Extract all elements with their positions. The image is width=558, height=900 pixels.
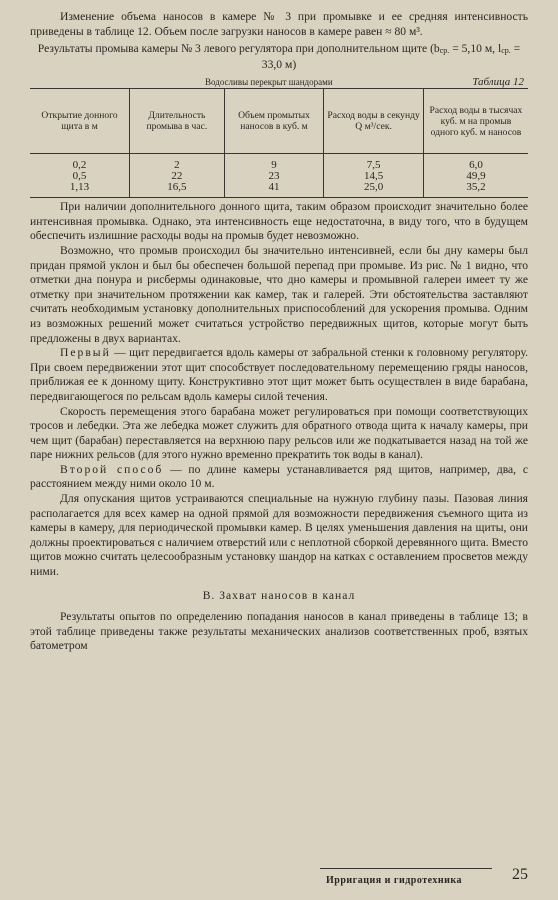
table-cell: 49,9 <box>423 171 528 182</box>
body-paragraph-6: Для опускания щитов устраиваются специальные на нужную глубину пазы. Пазовая линия располагается для всех камер на одной прямой для возможности передвижения съемного щита из камеры в камеру, для периодической промывки камер. В целях уменьшения давления на щиты, они должны проектироваться с наличием отверстий или с неплотной сборкой деревянного щита. Вместо щитов можно считать целесообразным установку шандор на катках с оставлением просветов между ними. <box>30 492 528 579</box>
table-cell: 35,2 <box>423 182 528 198</box>
table-cell: 6,0 <box>423 154 528 172</box>
table-cell: 2 <box>130 154 225 172</box>
table-cell: 22 <box>130 171 225 182</box>
body-paragraph-5 <box>30 463 528 492</box>
body-paragraph-2: Возможно, что промыв происходил бы значительно интенсивней, если бы дну камеры был придан прямой уклон и был бы обеспечен большой перепад при промыве. Из рис. № 1 видно, что отметки дна понура и рисбермы одинаковые, что дно камеры и промывной галереи имеет ту же отметку при значительном протяжении как камер, так и галерей. Эти обстоятельства заставляют считать необходимым установку дополнительных приспособлений для ускорения промыва. Одним из возможных решений может считаться устройство передвижных щитов, которые могут быть предложены в двух вариантах. <box>30 243 528 345</box>
variant-one-text: — щит передвигается вдоль камеры от забральной стенки к головному регулятору. При своем передвижении этот щит способствует последовательному перемещению гряды наносов, приближая ее к донному щиту. Конструктивно этот щит может быть осуществлен в виде барабана, передвигающегося по рельсам вдоль камеры силой течения. <box>30 346 528 403</box>
header-water-per-volume: Расход воды в тысячах куб. м на промыв одного куб. м наносов <box>423 89 528 154</box>
table-top-labels <box>30 74 528 88</box>
table-cell: 16,5 <box>130 182 225 198</box>
page-number: 25 <box>512 866 528 883</box>
table-cell: 25,0 <box>324 182 424 198</box>
table-cell: 1,13 <box>30 182 130 198</box>
table-header-row <box>30 89 528 154</box>
results-table <box>30 88 528 198</box>
header-gate-opening: Открытие донного щита в м <box>30 89 130 154</box>
table-row <box>30 154 528 172</box>
variant-one-label: Первый <box>60 346 111 360</box>
table-over-label: Водосливы перекрыт шандорами <box>205 77 333 88</box>
caption-b-value: = 5,10 м, l <box>449 42 502 56</box>
table-caption <box>30 42 528 72</box>
intro-paragraph: Изменение объема наносов в камере № 3 при промывке и ее средняя интенсивность приведены в таблице 12. Объем после загрузки наносов в камере равен ≈ 80 м³. <box>30 10 528 38</box>
table-cell: 0,2 <box>72 159 87 172</box>
table-cell: 9 <box>224 154 324 172</box>
variant-two-label: Второй способ <box>60 462 164 476</box>
body-paragraph-4: Скорость перемещения этого барабана может регулироваться при помощи соответствующих тросов и лебедки. Эта же лебедка может служить для обратного отвода щита к началу камеры, при чем щит (барабан) переставляется на верхнюю пару рельсов или же подкатывается назад на той же паре нижних рельсов (для этого нужно временно прекратить ток воды в канал). <box>30 404 528 462</box>
variant-two-text: — по длине камеры устанавливается ряд щитов, например, два, с расстоянием между ними около 10 м. <box>30 462 529 491</box>
header-duration: Длительность промыва в час. <box>130 89 225 154</box>
caption-l-value: = 33,0 м) <box>261 42 521 72</box>
body-paragraph-1: При наличии дополнительного донного щита, таким образом происходит значительно более интенсивная промывка. Однако, эта интенсивность еще недостаточна, в виду того, что в будущем обеспечить излишние расходы воды на промыв будет невозможно. <box>30 200 528 243</box>
caption-l-subscript: ср. <box>501 46 511 56</box>
table-cell: 7,5 <box>324 154 424 172</box>
body-paragraph-7: Результаты опытов по определению попадания наносов в канал приведены в таблице 13; в этой таблице приведены также результаты механических анализов соответственных проб, взятых батометром <box>30 610 528 653</box>
table-row <box>30 182 528 198</box>
table-cell: 0,5 <box>72 170 87 183</box>
table-cell: 23 <box>224 171 324 182</box>
table-number: Таблица 12 <box>472 76 524 89</box>
header-discharge: Расход воды в секунду Q м³/сек. <box>324 89 424 154</box>
page-footer <box>30 868 528 888</box>
section-heading: В. Захват наносов в канал <box>202 588 356 602</box>
caption-text: Результаты промыва камеры № 3 левого регулятора при дополнительном щите (b <box>37 42 440 56</box>
journal-title: Ирригация и гидротехника <box>326 875 462 886</box>
footer-rule <box>320 868 492 869</box>
table-cell: 41 <box>224 182 324 198</box>
body-paragraph-3 <box>30 346 528 404</box>
header-volume: Объем промытых наносов в куб. м <box>224 89 324 154</box>
caption-b-subscript: ср. <box>439 46 450 56</box>
table-cell: 14,5 <box>324 171 424 182</box>
